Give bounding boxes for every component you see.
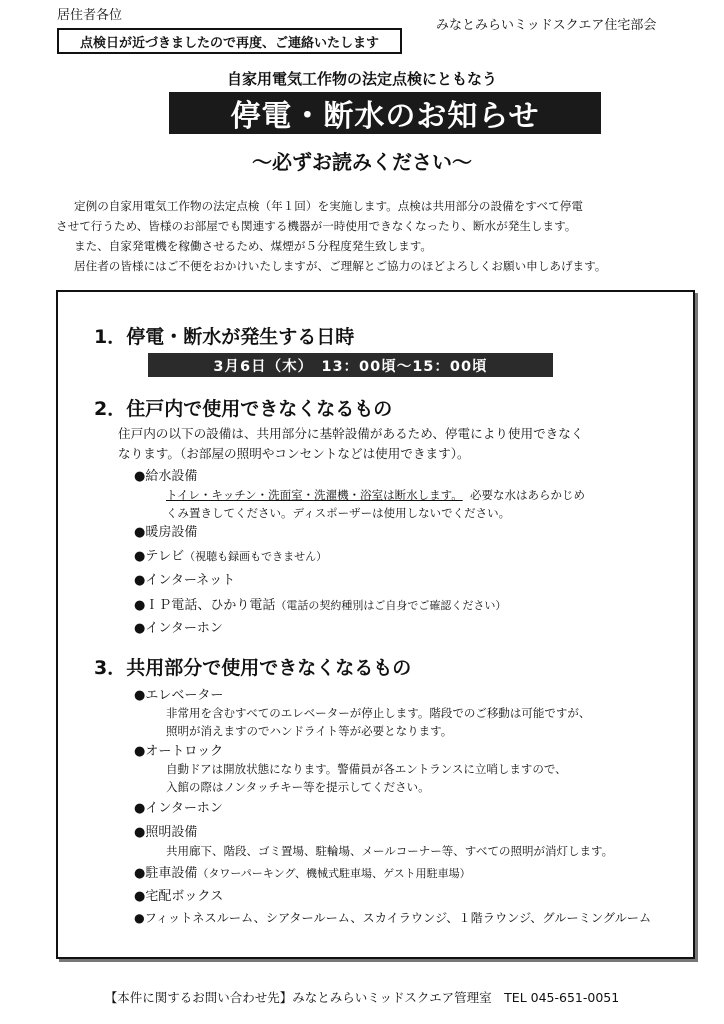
section2-item: ●インターネット — [134, 573, 236, 588]
autolock-details: 自動ドアは開放状態になります。警備員が各エントランスに立哨しますので、 入館の際はノンタッチキー等を提示してください。 — [166, 762, 567, 794]
section3-heading: 3．共用部分で使用できなくなるもの — [94, 657, 412, 679]
section2-item: ●ＩＰ電話、ひかり電話（電話の契約種別はご自身でご確認ください） — [134, 598, 507, 613]
page-title — [169, 92, 601, 134]
organization: みなとみらいミッドスクエア住宅部会 — [436, 18, 657, 33]
intro-line: させて行うため、皆様のお部屋でも関連する機器が一時使用できなくなったり、断水が発生します。 — [56, 219, 577, 233]
section3-item: ●エレベーター — [134, 688, 224, 703]
subtitle: ～必ずお読みください～ — [252, 150, 472, 174]
section1-heading: 1．停電・断水が発生する日時 — [94, 326, 355, 348]
elevator-details: 非常用を含むすべてのエレベーターが停止します。階段でのご移動は可能ですが、 照明が消えますのでハンドライト等が必要となります。 — [166, 706, 591, 738]
section2-item: ●給水設備 — [134, 469, 198, 484]
reminder-notice-text: 点検日が近づきましたので再度、ご連絡いたします — [79, 35, 379, 51]
section2-desc-line: なります。（お部屋の照明やコンセントなどは使用できます）。 — [118, 446, 470, 461]
intro-line: 居住者の皆様にはご不便をおかけいたしますが、ご理解とご協力のほどよろしくお願い申しあげます。 — [74, 259, 607, 273]
section2-description — [118, 424, 583, 464]
section3-item: ●オートロック — [134, 744, 224, 759]
section3-item: ●インターホン — [134, 801, 223, 816]
section3-item: ●フィットネスルーム、シアタールーム、スカイラウンジ、１階ラウンジ、グルーミングルーム — [134, 911, 652, 925]
datetime-text: 3月6日（木） 13：00頃～15：00頃 — [213, 358, 488, 375]
intro-line: また、自家発電機を稼働させるため、煤煙が５分程度発生致します。 — [74, 239, 433, 253]
datetime-band — [148, 353, 553, 377]
section3-item: ●駐車設備（タワーパーキング、機械式駐車場、ゲスト用駐車場） — [134, 866, 471, 881]
section2-item: ●インターホン — [134, 621, 223, 636]
section3-item: ●宅配ボックス — [134, 889, 224, 904]
reminder-notice-box — [57, 28, 402, 54]
intro-line: 定例の自家用電気工作物の法定点検（年１回）を実施します。点検は共用部分の設備をすべて停電 — [74, 199, 583, 213]
lighting-details: 共用廊下、階段、ゴミ置場、駐輪場、メールコーナー等、すべての照明が消灯します。 — [166, 844, 614, 858]
section3-item: ●照明設備 — [134, 825, 198, 840]
section2-item: ●テレビ（視聴も録画もできません） — [134, 549, 328, 564]
intro-paragraph — [56, 196, 696, 276]
section2-item: ●暖房設備 — [134, 525, 198, 540]
water-supply-details: トイレ・キッチン・洗面室・洗濯機・浴室は断水します。 必要な水はあらかじめ くみ置きしてください。ディスポーザーは使用しないでください。 — [166, 488, 586, 520]
water-underlined-text: トイレ・キッチン・洗面室・洗濯機・浴室は断水します。 — [166, 488, 463, 502]
title-lead: 自家用電気工作物の法定点検にともなう — [226, 70, 497, 88]
section2-heading: 2．住戸内で使用できなくなるもの — [94, 398, 393, 420]
contact-footer: 【本件に関するお問い合わせ先】みなとみらいミッドスクエア管理室 TEL 045-651-0051 — [104, 990, 620, 1005]
section2-desc-line: 住戸内の以下の設備は、共用部分に基幹設備があるため、停電により使用できなく — [118, 426, 584, 441]
addressee: 居住者各位 — [57, 8, 123, 23]
page-title-text: 停電・断水のお知らせ — [230, 99, 540, 134]
